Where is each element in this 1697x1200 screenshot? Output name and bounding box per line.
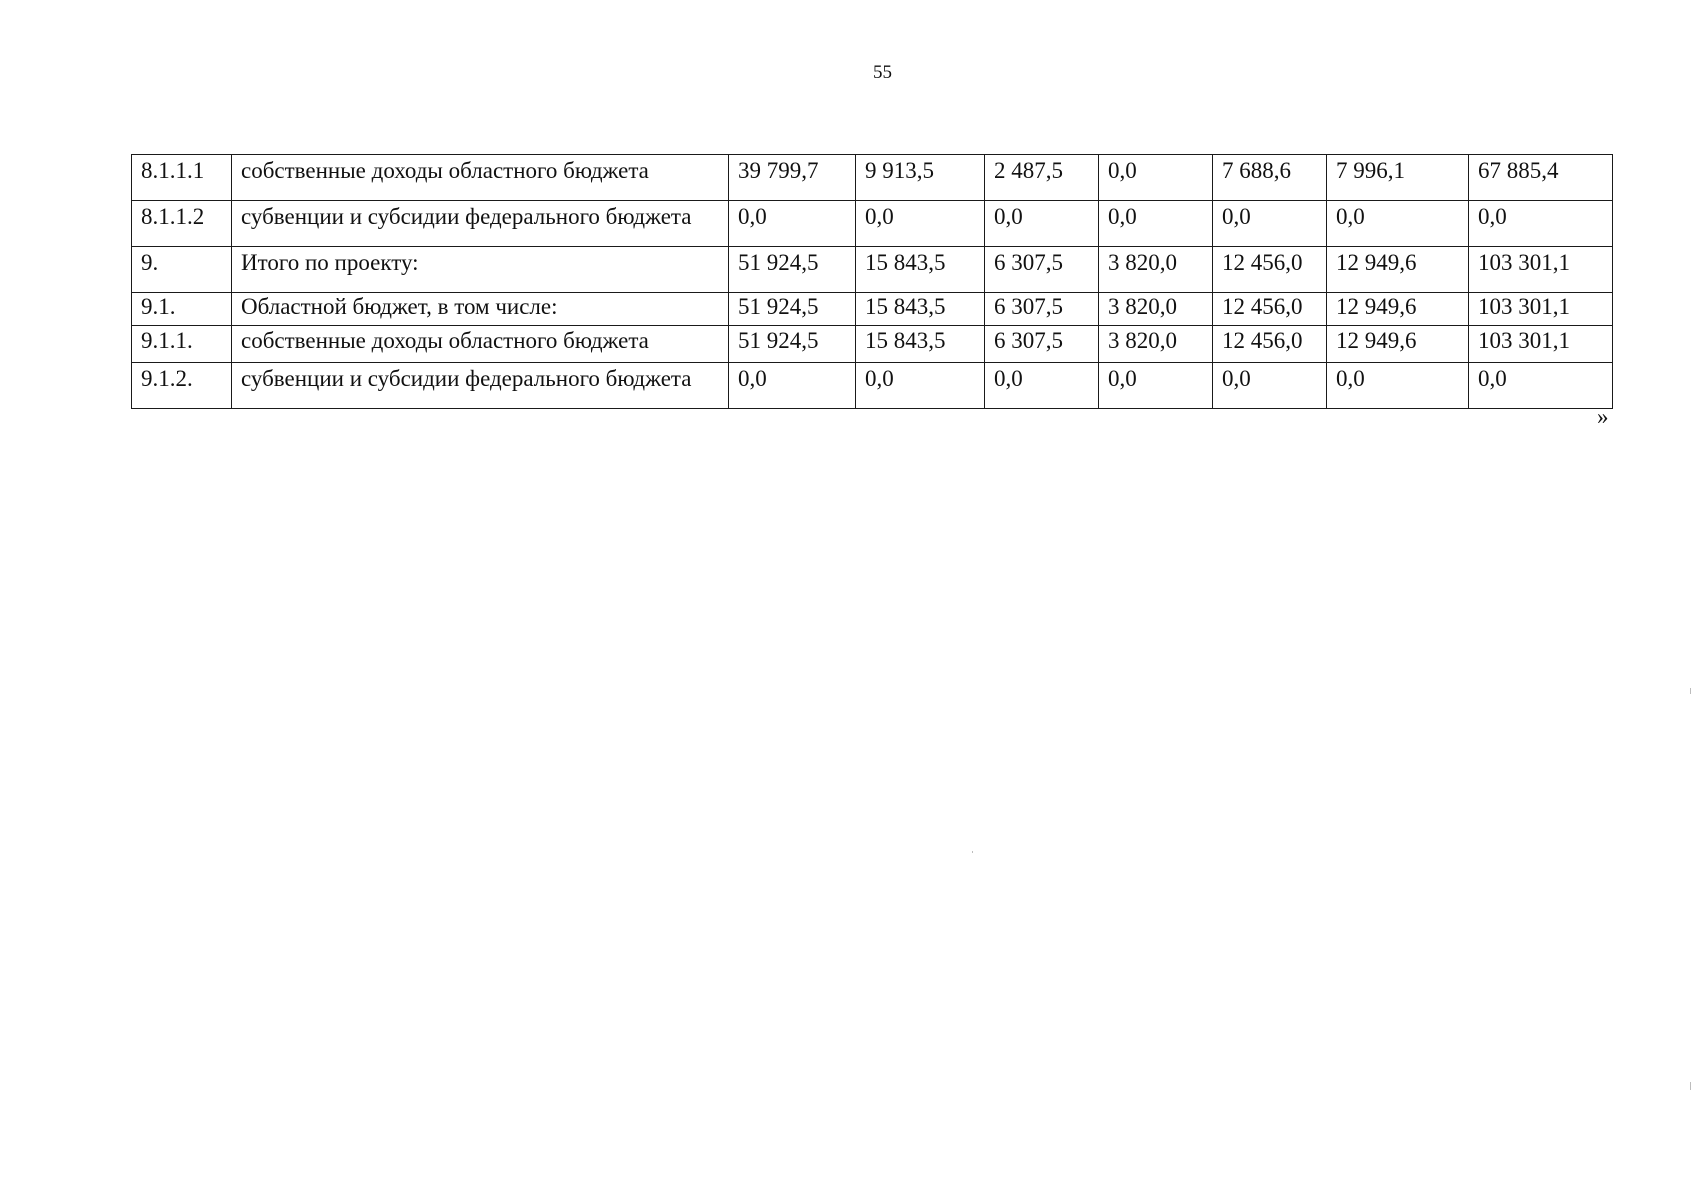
value-cell: 15 843,5 bbox=[856, 247, 985, 293]
value-cell: 0,0 bbox=[729, 363, 856, 409]
row-name: субвенции и субсидии федерального бюджета bbox=[232, 201, 729, 247]
value-cell: 12 949,6 bbox=[1327, 293, 1469, 326]
value-cell: 51 924,5 bbox=[729, 293, 856, 326]
table-row bbox=[132, 247, 1613, 293]
value-cell: 2 487,5 bbox=[985, 155, 1099, 201]
row-number: 8.1.1.2 bbox=[132, 201, 232, 247]
value-cell: 7 688,6 bbox=[1213, 155, 1327, 201]
value-cell: 0,0 bbox=[856, 363, 985, 409]
value-cell: 3 820,0 bbox=[1099, 293, 1213, 326]
row-name: Итого по проекту: bbox=[232, 247, 729, 293]
table-row bbox=[132, 293, 1613, 326]
value-cell: 12 456,0 bbox=[1213, 247, 1327, 293]
table-row bbox=[132, 201, 1613, 247]
value-cell: 6 307,5 bbox=[985, 247, 1099, 293]
total-cell: 103 301,1 bbox=[1469, 326, 1613, 363]
table-row bbox=[132, 326, 1613, 363]
value-cell: 7 996,1 bbox=[1327, 155, 1469, 201]
total-cell: 0,0 bbox=[1469, 363, 1613, 409]
row-number: 9.1.2. bbox=[132, 363, 232, 409]
value-cell: 0,0 bbox=[1099, 363, 1213, 409]
total-cell: 103 301,1 bbox=[1469, 293, 1613, 326]
value-cell: 12 949,6 bbox=[1327, 326, 1469, 363]
value-cell: 0,0 bbox=[1213, 201, 1327, 247]
row-name: собственные доходы областного бюджета bbox=[232, 155, 729, 201]
table-row bbox=[132, 363, 1613, 409]
row-number: 8.1.1.1 bbox=[132, 155, 232, 201]
value-cell: 3 820,0 bbox=[1099, 326, 1213, 363]
value-cell: 0,0 bbox=[1099, 155, 1213, 201]
closing-quote-mark: » bbox=[1597, 404, 1609, 429]
value-cell: 0,0 bbox=[1327, 363, 1469, 409]
value-cell: 51 924,5 bbox=[729, 326, 856, 363]
value-cell: 0,0 bbox=[729, 201, 856, 247]
row-number: 9.1.1. bbox=[132, 326, 232, 363]
value-cell: 6 307,5 bbox=[985, 293, 1099, 326]
row-name: собственные доходы областного бюджета bbox=[232, 326, 729, 363]
value-cell: 15 843,5 bbox=[856, 293, 985, 326]
value-cell: 0,0 bbox=[1327, 201, 1469, 247]
row-name: Областной бюджет, в том числе: bbox=[232, 293, 729, 326]
value-cell: 51 924,5 bbox=[729, 247, 856, 293]
value-cell: 39 799,7 bbox=[729, 155, 856, 201]
value-cell: 12 456,0 bbox=[1213, 326, 1327, 363]
value-cell: 0,0 bbox=[856, 201, 985, 247]
value-cell: 12 456,0 bbox=[1213, 293, 1327, 326]
budget-table bbox=[131, 154, 1613, 409]
value-cell: 0,0 bbox=[985, 363, 1099, 409]
value-cell: 0,0 bbox=[1213, 363, 1327, 409]
total-cell: 103 301,1 bbox=[1469, 247, 1613, 293]
total-cell: 67 885,4 bbox=[1469, 155, 1613, 201]
value-cell: 6 307,5 bbox=[985, 326, 1099, 363]
value-cell: 15 843,5 bbox=[856, 326, 985, 363]
table-row bbox=[132, 155, 1613, 201]
value-cell: 9 913,5 bbox=[856, 155, 985, 201]
value-cell: 3 820,0 bbox=[1099, 247, 1213, 293]
row-number: 9.1. bbox=[132, 293, 232, 326]
value-cell: 0,0 bbox=[985, 201, 1099, 247]
scan-artifact bbox=[972, 851, 973, 853]
scan-artifact bbox=[1690, 688, 1691, 694]
value-cell: 0,0 bbox=[1099, 201, 1213, 247]
total-cell: 0,0 bbox=[1469, 201, 1613, 247]
row-number: 9. bbox=[132, 247, 232, 293]
scan-artifact bbox=[1690, 1082, 1691, 1090]
row-name: субвенции и субсидии федерального бюджета bbox=[232, 363, 729, 409]
page-number: 55 bbox=[873, 62, 892, 83]
value-cell: 12 949,6 bbox=[1327, 247, 1469, 293]
